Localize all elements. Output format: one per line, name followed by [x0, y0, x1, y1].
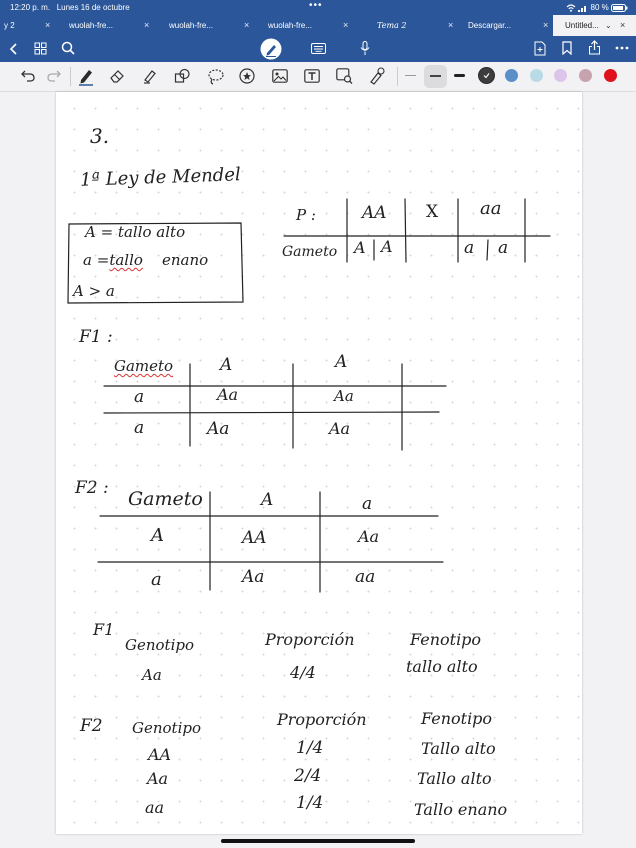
summary-f2-feno-2: Tallo alto: [417, 769, 492, 788]
cross-sign: X: [426, 202, 439, 222]
summary-f2-geno-2: Aa: [147, 769, 169, 788]
tab-5[interactable]: [363, 15, 458, 36]
status-bar: [0, 0, 636, 15]
f1-h1: A: [220, 355, 233, 375]
color-swatch-light-blue[interactable]: [530, 69, 543, 82]
gamete-label: Gameto: [282, 244, 338, 260]
gamete-2: A: [381, 237, 393, 256]
legend-line-1: A = tallo alto: [85, 223, 186, 241]
summary-f2-proporcion: Proporción: [277, 710, 367, 729]
summary-f1-prop: 4/4: [290, 663, 316, 682]
f1-r1c2: Aa: [334, 387, 354, 405]
summary-f2-prop-1: 1/4: [296, 738, 324, 758]
home-indicator[interactable]: [221, 839, 415, 843]
shapes-icon[interactable]: [174, 68, 191, 85]
keyboard-icon[interactable]: [311, 43, 326, 54]
note-number: 3.: [90, 124, 110, 148]
stroke-thick-option[interactable]: [454, 74, 465, 77]
legend-word: enano: [162, 251, 209, 269]
f2-r2c1: Aa: [242, 567, 265, 587]
close-icon[interactable]: ×: [448, 20, 454, 30]
stroke-thin-option[interactable]: [405, 75, 416, 76]
parents-tick-2: [487, 240, 488, 260]
f1-header: [114, 359, 173, 374]
chevron-down-icon[interactable]: ⌄: [605, 21, 612, 30]
close-icon[interactable]: ×: [45, 20, 51, 30]
legend-equals: =: [96, 251, 110, 269]
f1-label: F1 :: [79, 327, 113, 347]
f1-r1c1: Aa: [217, 385, 239, 404]
text-box-icon[interactable]: [304, 69, 320, 83]
battery-icon: [611, 4, 628, 12]
bookmark-icon[interactable]: [562, 41, 572, 55]
f2-h2: a: [362, 494, 373, 514]
summary-f2-feno-3: Tallo enano: [414, 800, 508, 819]
status-right: [566, 3, 628, 12]
gamete-1: A: [354, 238, 366, 257]
note-page[interactable]: [56, 92, 582, 834]
tab-label: y 2: [4, 21, 15, 30]
f1-row2: a: [134, 418, 145, 438]
highlighter-icon[interactable]: [142, 68, 158, 84]
summary-f2-prop-2: 2/4: [294, 766, 322, 786]
tab-label: wuolah-fre...: [169, 21, 214, 30]
summary-f2-feno-1: Tallo alto: [421, 739, 496, 758]
parents-label: P :: [296, 206, 316, 224]
f2-row1: A: [151, 525, 164, 546]
status-time: [10, 3, 130, 12]
parent-2: aa: [480, 198, 502, 219]
f1-row1: a: [134, 387, 145, 407]
summary-f1-feno: tallo alto: [406, 657, 478, 676]
redo-icon[interactable]: [47, 70, 61, 82]
summary-f1-genotipo: Genotipo: [125, 636, 195, 654]
color-swatch-lavender[interactable]: [554, 69, 567, 82]
f2-h1: A: [261, 490, 274, 510]
laser-pointer-icon[interactable]: [368, 67, 385, 85]
tab-6[interactable]: [454, 15, 549, 36]
f2-label: F2 :: [75, 478, 109, 498]
f1-hline-2: [104, 412, 439, 413]
tab-label: Descargar...: [468, 21, 512, 30]
f2-r2c2: aa: [355, 567, 376, 587]
parent-1: AA: [362, 203, 387, 223]
grid-icon[interactable]: [34, 42, 47, 55]
app-chrome: [0, 0, 636, 92]
toolbar-divider: [397, 67, 398, 86]
f2-row2: a: [151, 569, 162, 590]
date-text: Lunes 16 de octubre: [56, 3, 130, 12]
tab-7-active[interactable]: [553, 15, 636, 36]
pen-tool-icon[interactable]: [78, 67, 94, 86]
top-toolbar: [0, 36, 636, 62]
scan-image-icon[interactable]: [336, 68, 353, 84]
summary-f1-geno: Aa: [142, 666, 162, 684]
tab-label: Tema 2: [377, 21, 407, 30]
misspelled-word[interactable]: Gameto: [114, 357, 174, 375]
battery-text: 80 %: [590, 3, 609, 12]
image-icon[interactable]: [272, 69, 288, 83]
signal-icon: [578, 4, 588, 12]
legend-letter: a: [83, 251, 92, 269]
color-swatch-red[interactable]: [604, 69, 617, 82]
legend-line-3: A > a: [73, 282, 115, 300]
tab-4[interactable]: [254, 15, 349, 36]
multitask-dots[interactable]: •••: [309, 0, 323, 11]
summary-f2-prop-3: 1/4: [296, 793, 324, 813]
f1-h2: A: [335, 352, 348, 372]
toolbar-divider: [70, 67, 71, 86]
lasso-icon[interactable]: [207, 68, 224, 85]
more-icon[interactable]: [615, 46, 629, 50]
summary-f2-geno-3: aa: [145, 798, 165, 817]
color-swatch-blue[interactable]: [505, 69, 518, 82]
back-chevron-icon[interactable]: [9, 43, 19, 55]
tab-1[interactable]: [0, 15, 51, 36]
gamete-4: a: [498, 238, 509, 258]
close-icon[interactable]: ×: [244, 20, 250, 30]
tab-bar: [0, 15, 636, 36]
add-page-icon[interactable]: [534, 41, 546, 56]
parents-vline-2: [405, 199, 406, 262]
share-icon[interactable]: [588, 40, 601, 55]
sticker-icon[interactable]: [239, 68, 255, 84]
microphone-icon[interactable]: [360, 41, 370, 56]
tab-label: wuolah-fre...: [69, 21, 114, 30]
tab-2[interactable]: [55, 15, 150, 36]
f1-r2c1: Aa: [207, 419, 230, 439]
misspelled-word[interactable]: tallo: [109, 251, 143, 269]
summary-f2-geno-1: AA: [148, 745, 172, 764]
close-icon[interactable]: ×: [620, 20, 626, 30]
f2-header: Gameto: [128, 488, 203, 510]
f1-r2c2: Aa: [329, 419, 351, 438]
tab-label: wuolah-fre...: [268, 21, 313, 30]
summary-f1-fenotipo: Fenotipo: [410, 630, 482, 649]
summary-f2-label: F2: [80, 716, 103, 736]
summary-f2-genotipo: Genotipo: [132, 719, 202, 737]
search-icon[interactable]: [61, 41, 75, 55]
tab-3[interactable]: [155, 15, 250, 36]
note-title: 1ª Ley de Mendel: [79, 164, 242, 191]
summary-f1-proporcion: Proporción: [265, 630, 355, 649]
color-swatch-mauve[interactable]: [579, 69, 592, 82]
eraser-icon[interactable]: [109, 68, 125, 84]
gamete-3: a: [464, 238, 475, 258]
time-text: 12:20 p. m.: [10, 3, 51, 12]
close-icon[interactable]: ×: [543, 20, 549, 30]
f2-r1c2: Aa: [358, 527, 380, 546]
legend-line-2: [83, 253, 208, 268]
f2-r1c1: AA: [242, 528, 267, 548]
checkmark-icon: [483, 72, 490, 79]
stroke-medium-option-selected[interactable]: [424, 65, 447, 88]
close-icon[interactable]: ×: [144, 20, 150, 30]
pen-mode-icon[interactable]: [260, 38, 282, 60]
summary-f2-fenotipo: Fenotipo: [421, 709, 493, 728]
undo-icon[interactable]: [21, 70, 35, 82]
wifi-icon: [566, 4, 576, 12]
tab-label: Untitled...: [565, 21, 599, 30]
close-icon[interactable]: ×: [343, 20, 349, 30]
color-swatch-selected[interactable]: [479, 68, 494, 83]
summary-f1-label: F1: [93, 620, 115, 639]
